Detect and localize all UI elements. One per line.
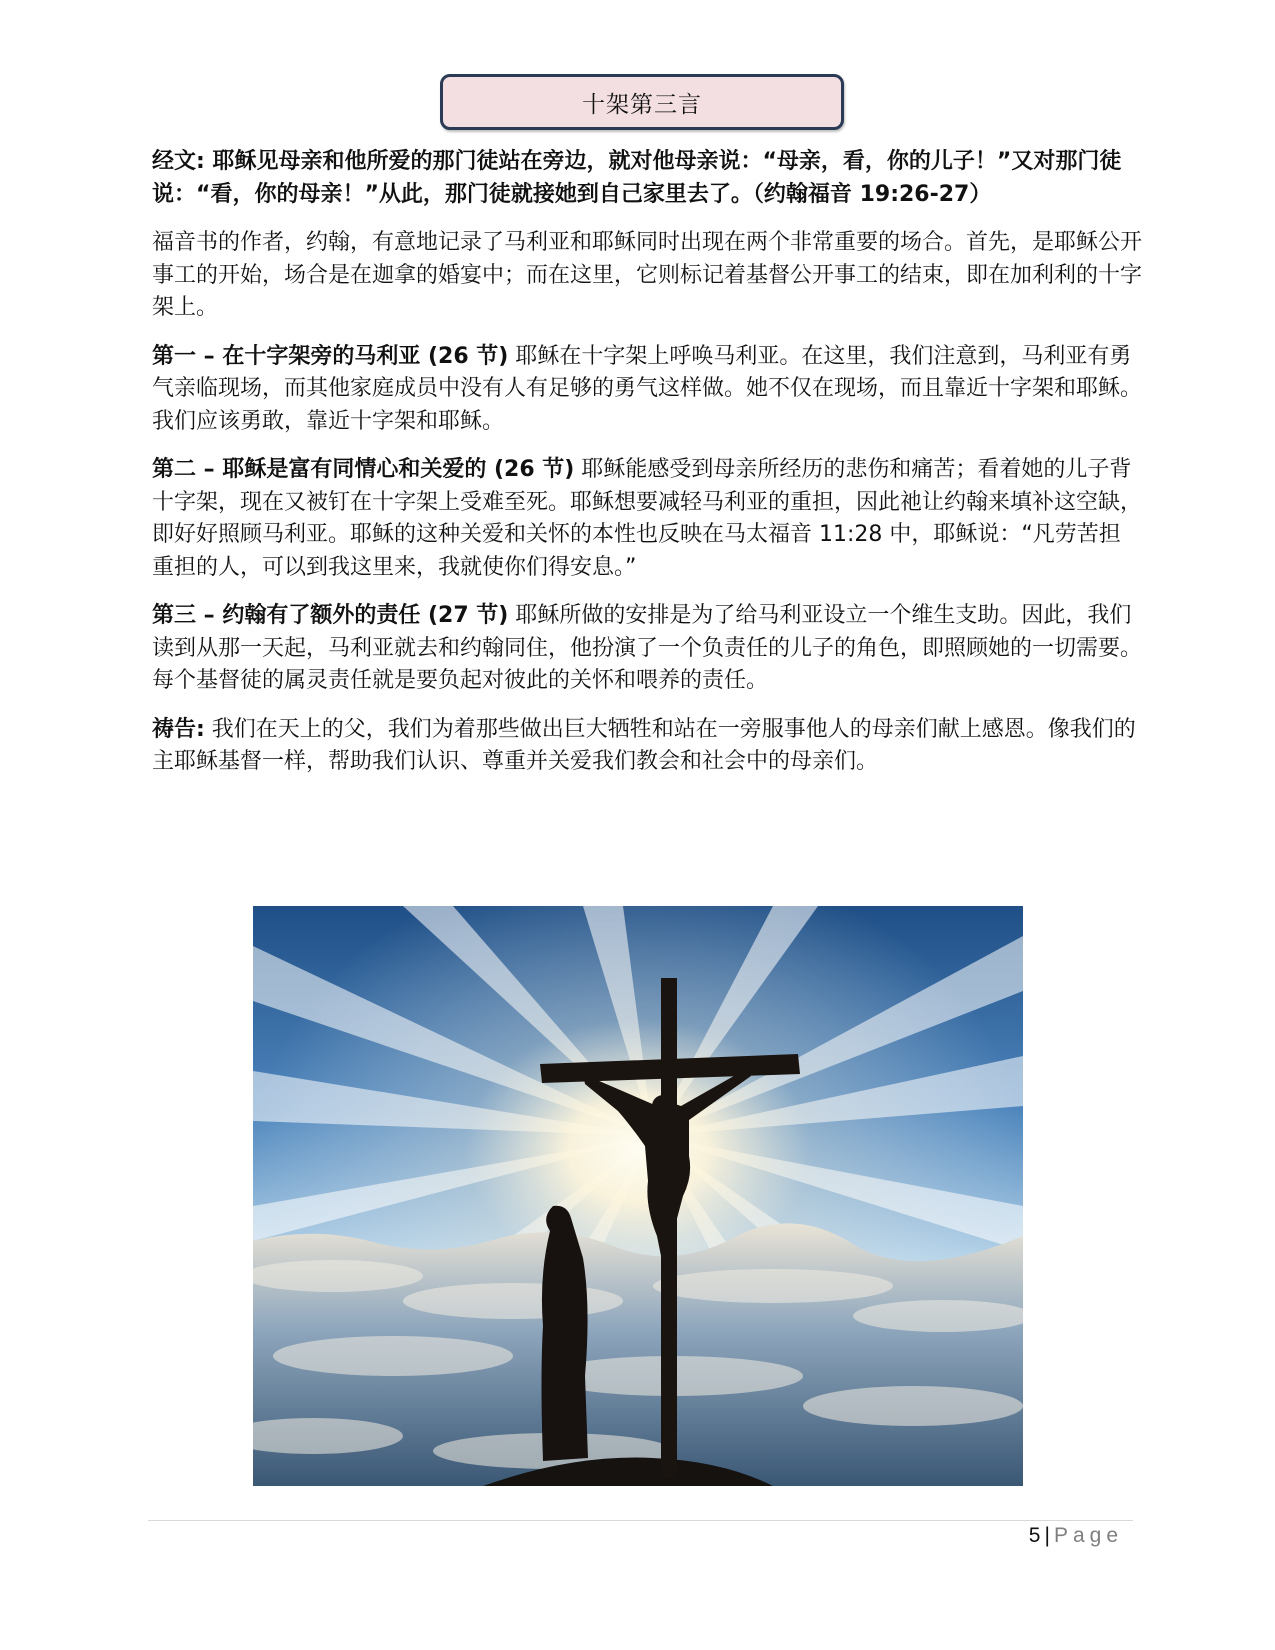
page-footer	[1029, 1524, 1123, 1548]
scripture-passage: 经文: 耶稣见母亲和他所爱的那门徒站在旁边，就对他母亲说：“母亲，看，你的儿子！”又对那门徒说：“看，你的母亲！”从此，那门徒就接她到自己家里去了。（约翰福音 19:26-27）	[152, 149, 1122, 207]
crucifixion-image	[253, 906, 1023, 1486]
point-three-text: 耶稣所做的安排是为了给马利亚设立一个维生支助。因此，我们读到从那一天起，马利亚就去和约翰同住，他扮演了一个负责任的儿子的角色，即照顾她的一切需要。每个基督徒的属灵责任就是要负起对彼此的关怀和喂养的责任。	[152, 603, 1143, 693]
prayer-paragraph	[152, 714, 1142, 779]
page-title: 十架第三言	[582, 91, 702, 118]
point-one-text: 耶稣在十字架上呼唤马利亚。在这里，我们注意到，马利亚有勇气亲临现场，而其他家庭成员中没有人有足够的勇气这样做。她不仅在现场，而且靠近十字架和耶稣。我们应该勇敢，靠近十字架和耶稣。	[152, 343, 1143, 434]
point-three-heading: 第三 – 约翰有了额外的责任 (27 节)	[152, 603, 509, 628]
point-two-text: 耶稣能感受到母亲所经历的悲伤和痛苦；看着她的儿子背十字架，现在又被钉在十字架上受难至死。耶稣想要减轻马利亚的重担，因此祂让约翰来填补这空缺，即好好照顾马利亚。耶稣的这种关爱和关怀的本性也反映在马太福音 11:28 中，耶稣说：“凡劳苦担重担的人，可以到我这里来，我就使你们得安息。”	[152, 457, 1143, 580]
intro-paragraph: 福音书的作者，约翰，有意地记录了马利亚和耶稣同时出现在两个非常重要的场合。首先，是耶稣公开事工的开始，场合是在迦拿的婚宴中；而在这里，它则标记着基督公开事工的结束，即在加利利的十字架上。	[152, 230, 1143, 320]
content-body	[152, 146, 1142, 795]
footer-separator: |	[1044, 1524, 1050, 1547]
point-one-heading: 第一 – 在十字架旁的马利亚 (26 节)	[152, 343, 509, 369]
footer-divider	[148, 1520, 1133, 1521]
page-number: 5	[1028, 1524, 1041, 1547]
point-one-paragraph	[152, 341, 1142, 439]
point-two-heading: 第二 – 耶稣是富有同情心和关爱的 (26 节)	[152, 457, 575, 482]
title-box	[440, 74, 844, 130]
point-two-paragraph	[152, 454, 1142, 584]
prayer-heading: 祷告:	[152, 716, 205, 742]
page-label: Page	[1053, 1524, 1123, 1547]
prayer-text: 我们在天上的父，我们为着那些做出巨大牺牲和站在一旁服事他人的母亲们献上感恩。像我们的主耶稣基督一样，帮助我们认识、尊重并关爱我们教会和社会中的母亲们。	[152, 716, 1136, 774]
point-three-paragraph	[152, 600, 1142, 698]
